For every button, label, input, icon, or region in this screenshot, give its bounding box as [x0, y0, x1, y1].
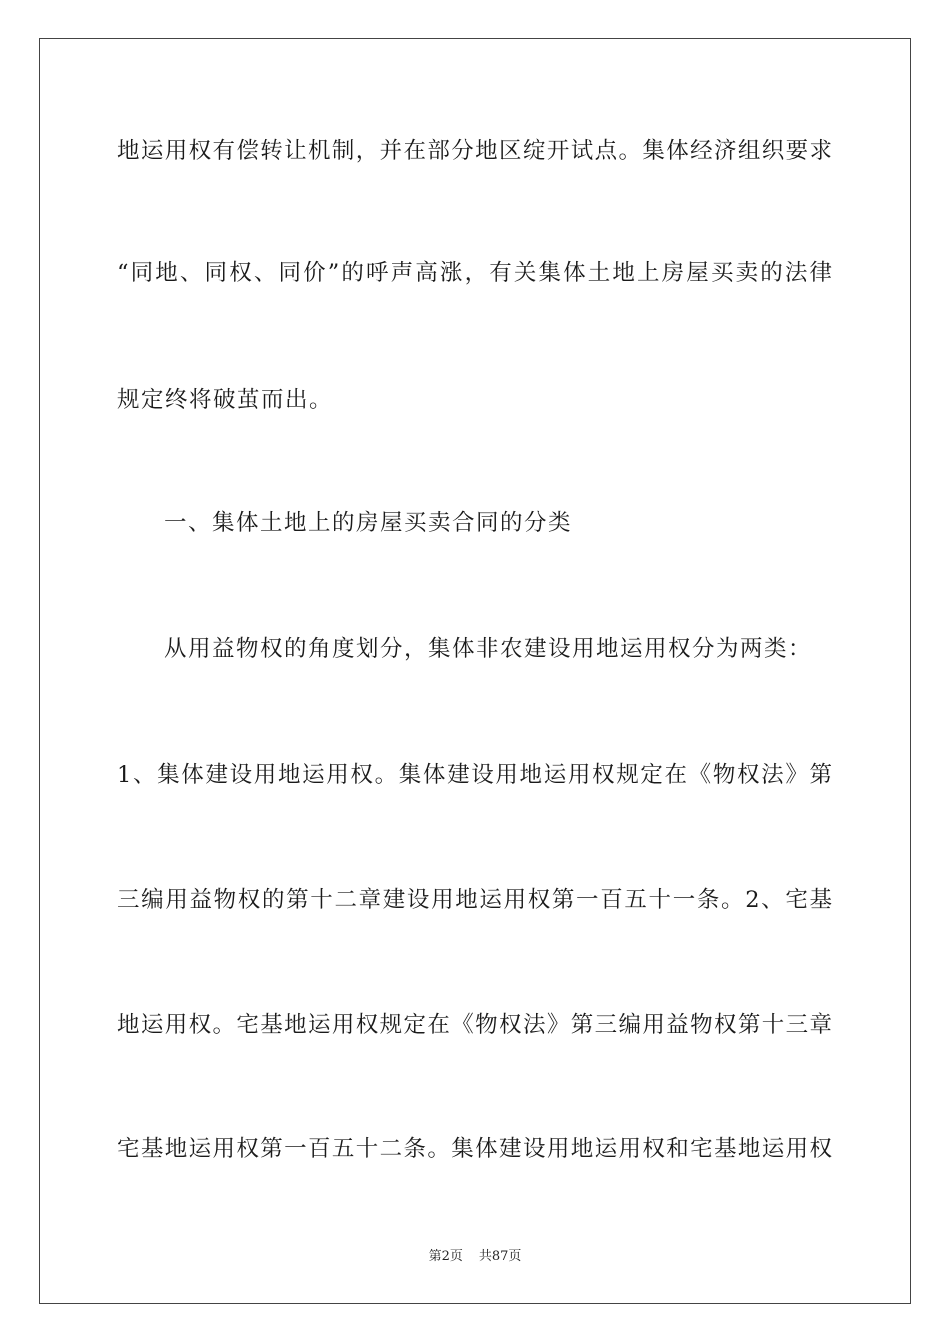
page-border — [39, 38, 911, 1304]
paragraph-line: 三编用益物权的第十二章建设用地运用权第一百五十一条。2、宅基 — [117, 887, 832, 913]
section-heading: 一、集体土地上的房屋买卖合同的分类 — [164, 510, 573, 536]
paragraph-line: 地运用权有偿转让机制，并在部分地区绽开试点。集体经济组织要求 — [117, 138, 832, 164]
page-total: 共87页 — [478, 1249, 522, 1264]
paragraph-line: 从用益物权的角度划分，集体非农建设用地运用权分为两类： — [164, 636, 813, 662]
paragraph-line: 1、集体建设用地运用权。集体建设用地运用权规定在《物权法》第 — [117, 762, 832, 788]
page-number: 第2页 — [428, 1249, 463, 1264]
paragraph-line: 宅基地运用权第一百五十二条。集体建设用地运用权和宅基地运用权 — [117, 1136, 832, 1162]
paragraph-line: 地运用权。宅基地运用权规定在《物权法》第三编用益物权第十三章 — [117, 1012, 832, 1038]
paragraph-line: 规定终将破茧而出。 — [117, 387, 334, 413]
paragraph-line: “同地、同权、同价”的呼声高涨，有关集体土地上房屋买卖的法律 — [117, 260, 832, 286]
page-footer — [0, 1245, 950, 1264]
